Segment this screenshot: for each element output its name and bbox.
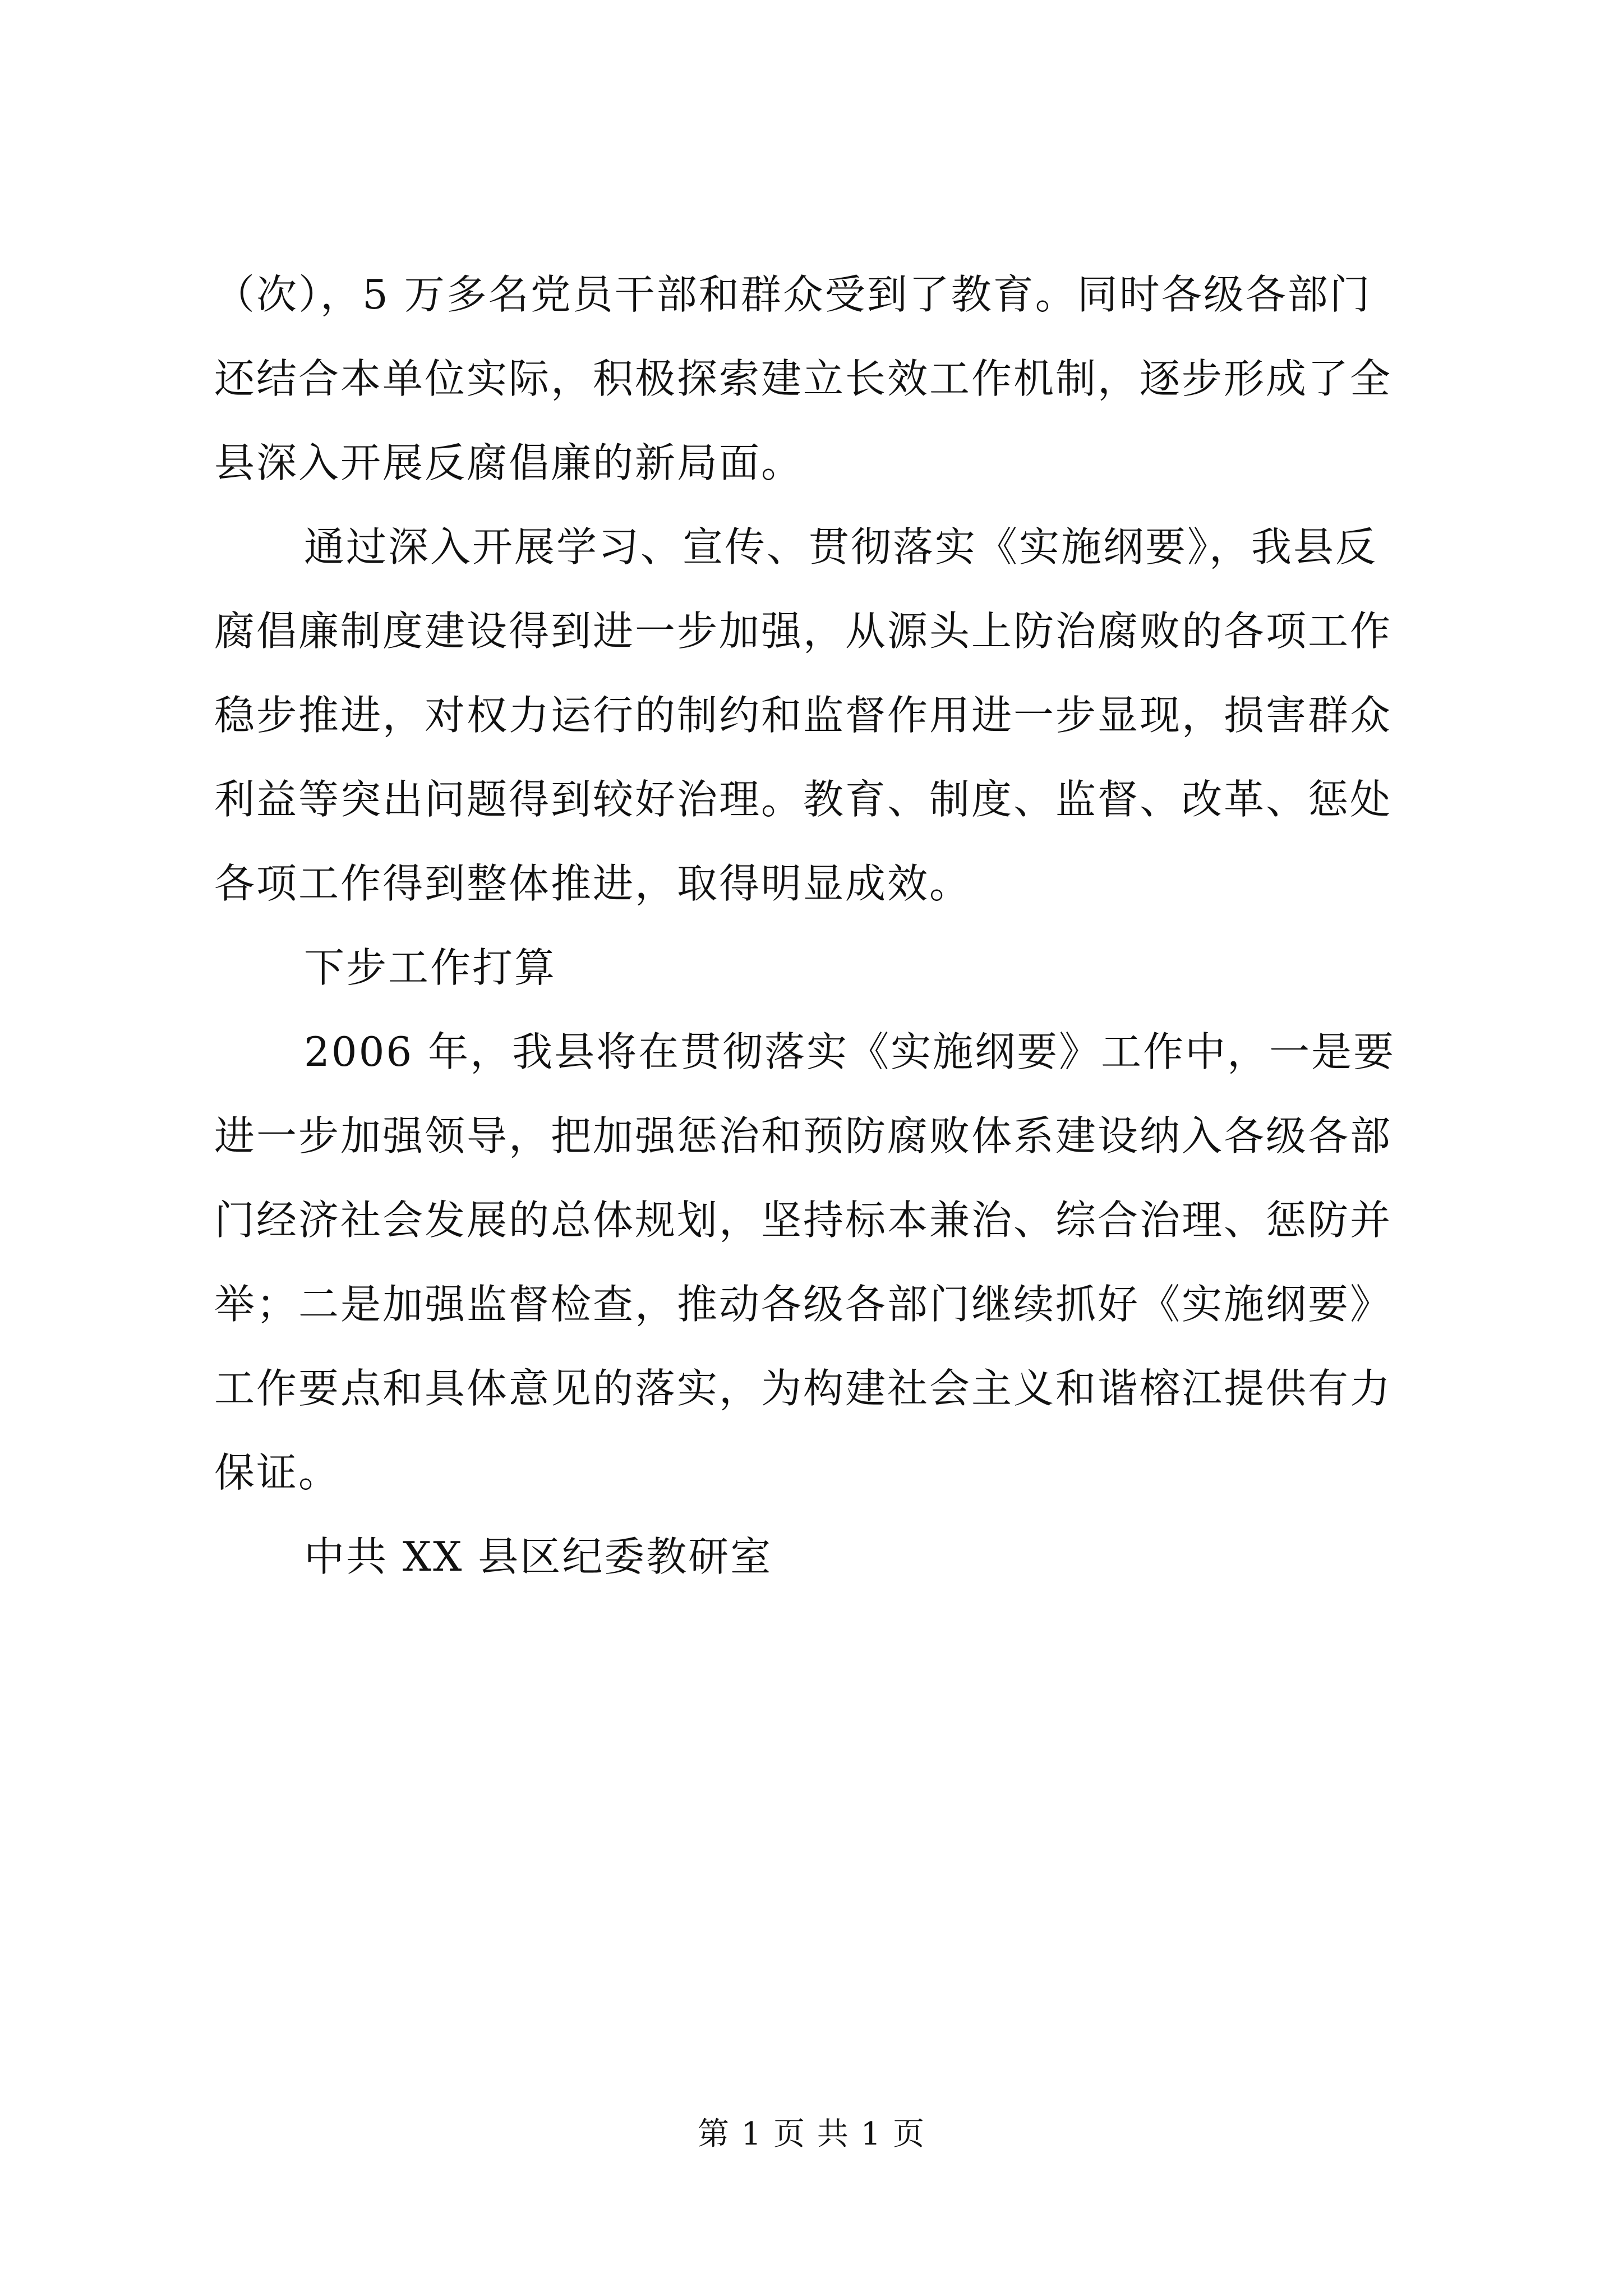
paragraph-line: 稳步推进，对权力运行的制约和监督作用进一步显现，损害群众 [214, 692, 1393, 739]
paragraph-line: 腐倡廉制度建设得到进一步加强，从源头上防治腐败的各项工作 [214, 608, 1393, 655]
signature-line: 中共 XX 县区纪委教研室 [304, 1533, 773, 1580]
section-heading: 下步工作打算 [304, 944, 557, 991]
paragraph-line: 保证。 [214, 1449, 341, 1496]
paragraph-line: 县深入开展反腐倡廉的新局面。 [214, 439, 804, 486]
paragraph-line: 2006 年，我县将在贯彻落实《实施纲要》工作中，一是要 [304, 1028, 1396, 1075]
paragraph-line: 门经济社会发展的总体规划，坚持标本兼治、综合治理、惩防并 [214, 1197, 1393, 1244]
paragraph-line: 举；二是加强监督检查，推动各级各部门继续抓好《实施纲要》 [214, 1281, 1393, 1328]
paragraph-line: （次），5 万多名党员干部和群众受到了教育。同时各级各部门 [214, 271, 1372, 318]
paragraph-line: 通过深入开展学习、宣传、贯彻落实《实施纲要》，我县反 [304, 523, 1378, 570]
page-footer: 第 1 页 共 1 页 [697, 2116, 926, 2152]
paragraph-line: 利益等突出问题得到较好治理。教育、制度、监督、改革、惩处 [214, 776, 1393, 823]
paragraph-line: 工作要点和具体意见的落实，为构建社会主义和谐榕江提供有力 [214, 1365, 1393, 1412]
paragraph-line: 进一步加强领导，把加强惩治和预防腐败体系建设纳入各级各部 [214, 1112, 1393, 1159]
paragraph-line: 还结合本单位实际，积极探索建立长效工作机制，逐步形成了全 [214, 355, 1393, 402]
document-body [214, 252, 1420, 1599]
paragraph-line: 各项工作得到整体推进，取得明显成效。 [214, 860, 972, 907]
